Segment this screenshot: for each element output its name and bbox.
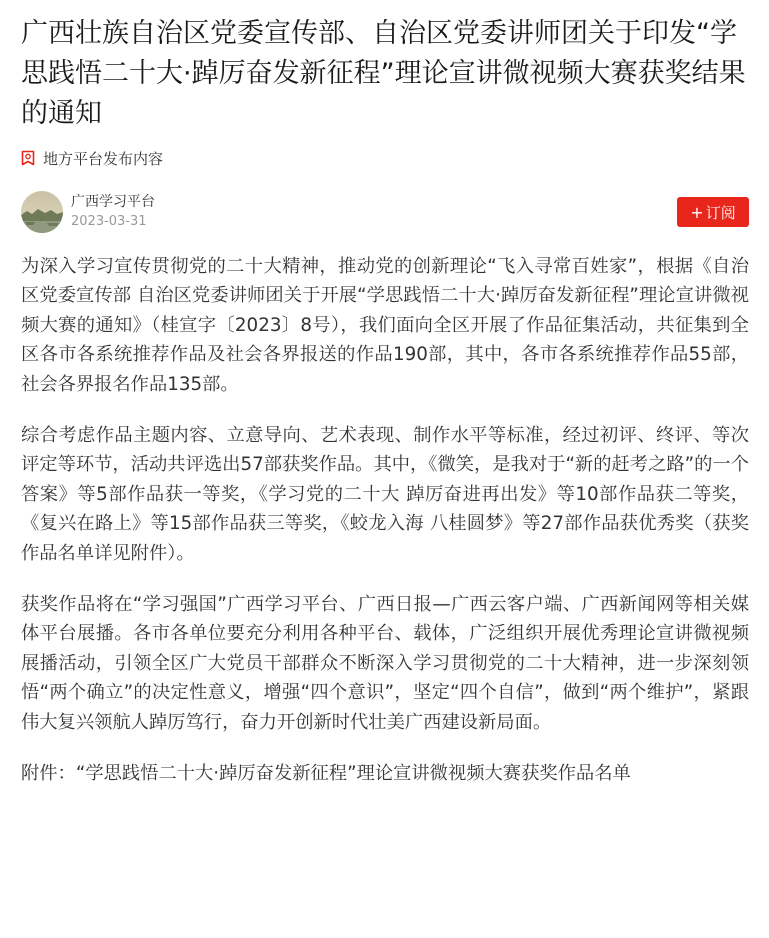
paragraph: 综合考虑作品主题内容、立意导向、艺术表现、制作水平等标准，经过初评、终评、等次评定等环节，活动共评选出57部获奖作品。其中，《微笑，是我对于“新的赶考之路”的一个答案》等5部作品获一等奖，《学习党的二十大 踔厉奋进再出发》等10部作品获二等奖，《复兴在路上》等15部作品获三等奖，《蛟龙入海 八桂圆梦》等27部作品获优秀奖（获奖作品名单详见附件）。 (21, 425, 749, 564)
subscribe-label: 订阅 (705, 203, 736, 222)
author-meta (71, 193, 155, 231)
article-title: 广西壮族自治区党委宣传部、自治区党委讲师团关于印发“学思践悟二十大·踔厉奋发新征程”理论宣讲微视频大赛获奖结果的通知 (21, 18, 746, 129)
source-tag (21, 146, 749, 170)
author-name[interactable]: 广西学习平台 (71, 194, 155, 210)
source-tag-label: 地方平台发布内容 (43, 149, 164, 168)
article-body (21, 252, 749, 789)
paragraph: 为深入学习宣传贯彻党的二十大精神，推动党的创新理论“飞入寻常百姓家”，根据《自治区党委宣传部 自治区党委讲师团关于开展“学思践悟二十大·踔厉奋发新征程”理论宣讲微视频大赛的通知》（桂宣字〔2023〕8号），我们面向全区开展了作品征集活动，共征集到全区各市各系统推荐作品及社会各界报送的作品190部，其中，各市各系统推荐作品55部，社会各界报名作品135部。 (21, 256, 749, 395)
bookmark-badge-icon (21, 150, 35, 166)
publish-date: 2023-03-31 (71, 214, 147, 229)
author-row (21, 190, 749, 234)
subscribe-button[interactable] (677, 197, 749, 227)
avatar[interactable] (21, 191, 63, 233)
landscape-avatar-image (21, 191, 63, 233)
paragraph: 获奖作品将在“学习强国”广西学习平台、广西日报—广西云客户端、广西新闻网等相关媒体平台展播。各市各单位要充分利用各种平台、载体，广泛组织开展优秀理论宣讲微视频展播活动，引领全区广大党员干部群众不断深入学习贯彻党的二十大精神，进一步深刻领悟“两个确立”的决定性意义，增强“四个意识”，坚定“四个自信”，做到“两个维护”，紧跟伟大复兴领航人踔厉笃行，奋力开创新时代壮美广西建设新局面。 (21, 594, 749, 733)
attachment-line[interactable]: 附件：“学思践悟二十大·踔厉奋发新征程”理论宣讲微视频大赛获奖作品名单 (21, 763, 631, 785)
plus-icon: + (690, 202, 704, 222)
